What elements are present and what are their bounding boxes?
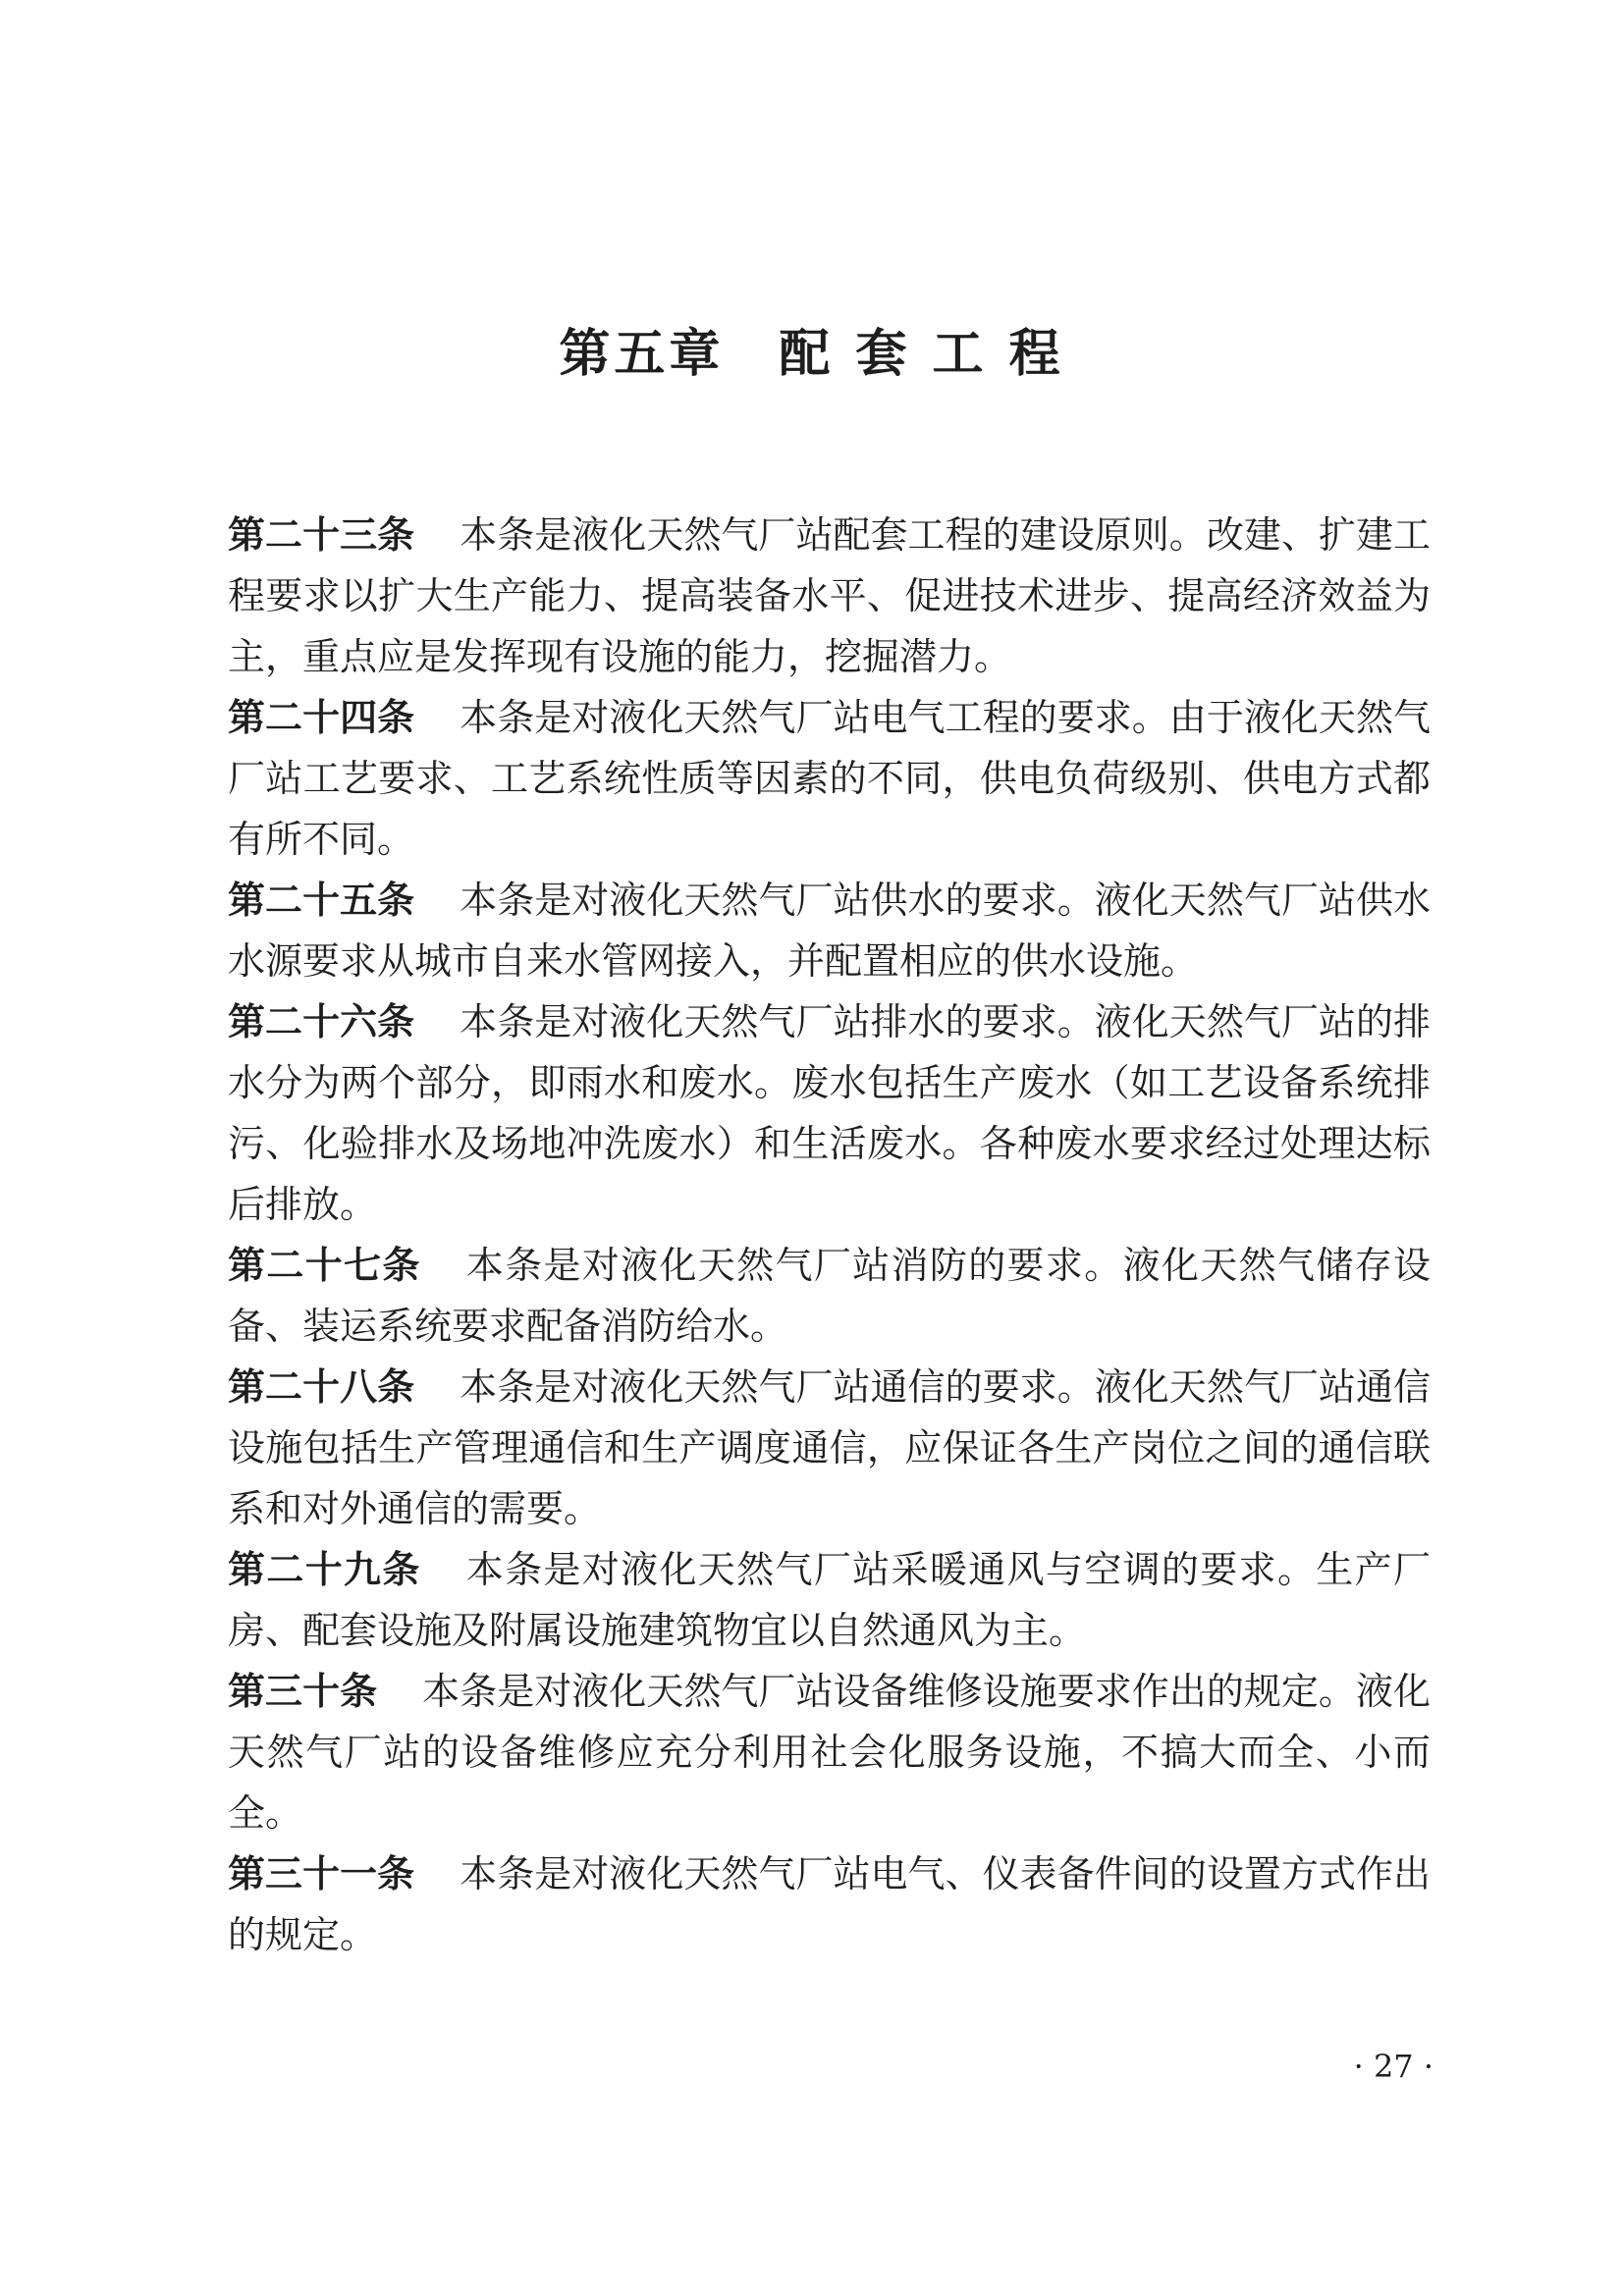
- article-text: 本条是对液化天然气厂站供水的要求。液化天然气厂站供水水源要求从城市自来水管网接入，并配置相应的供水设施。: [228, 879, 1431, 983]
- article-31: [228, 1843, 1431, 1965]
- article-number: 第二十五条: [228, 879, 415, 922]
- article-28: [228, 1357, 1431, 1539]
- article-number: 第二十四条: [228, 696, 415, 739]
- article-23: [228, 505, 1431, 687]
- article-text: 本条是对液化天然气厂站消防的要求。液化天然气储存设备、装运系统要求配备消防给水。: [228, 1244, 1431, 1348]
- article-number: 第三十一条: [228, 1852, 415, 1896]
- article-text: 本条是液化天然气厂站配套工程的建设原则。改建、扩建工程要求以扩大生产能力、提高装备水平、促进技术进步、提高经济效益为主，重点应是发挥现有设施的能力，挖掘潜力。: [228, 513, 1431, 678]
- article-text: 本条是对液化天然气厂站电气工程的要求。由于液化天然气厂站工艺要求、工艺系统性质等因素的不同，供电负荷级别、供电方式都有所不同。: [228, 696, 1431, 861]
- article-30: [228, 1661, 1431, 1843]
- article-25: [228, 870, 1431, 991]
- article-number: 第二十三条: [228, 513, 415, 557]
- chapter-title: 第五章 配 套 工 程: [559, 325, 1064, 384]
- article-text: 本条是对液化天然气厂站排水的要求。液化天然气厂站的排水分为两个部分，即雨水和废水。废水包括生产废水（如工艺设备系统排污、化验排水及场地冲洗废水）和生活废水。各种废水要求经过处理达标后排放。: [228, 1000, 1431, 1226]
- article-number: 第三十条: [228, 1670, 378, 1713]
- article-number: 第二十八条: [228, 1365, 415, 1409]
- article-text: 本条是对液化天然气厂站采暖通风与空调的要求。生产厂房、配套设施及附属设施建筑物宜以自然通风为主。: [228, 1548, 1431, 1652]
- article-27: [228, 1235, 1431, 1357]
- article-number: 第二十七条: [228, 1244, 421, 1287]
- article-number: 第二十九条: [228, 1548, 421, 1591]
- article-body: [228, 505, 1431, 1965]
- article-number: 第二十六条: [228, 1000, 415, 1043]
- article-26: [228, 991, 1431, 1235]
- article-29: [228, 1539, 1431, 1661]
- article-text: 本条是对液化天然气厂站电气、仪表备件间的设置方式作出的规定。: [228, 1852, 1431, 1956]
- article-text: 本条是对液化天然气厂站设备维修设施要求作出的规定。液化天然气厂站的设备维修应充分利用社会化服务设施，不搞大而全、小而全。: [228, 1670, 1431, 1835]
- article-text: 本条是对液化天然气厂站通信的要求。液化天然气厂站通信设施包括生产管理通信和生产调度通信，应保证各生产岗位之间的通信联系和对外通信的需要。: [228, 1365, 1431, 1530]
- page-number: · 27 ·: [1353, 2048, 1434, 2085]
- article-24: [228, 687, 1431, 870]
